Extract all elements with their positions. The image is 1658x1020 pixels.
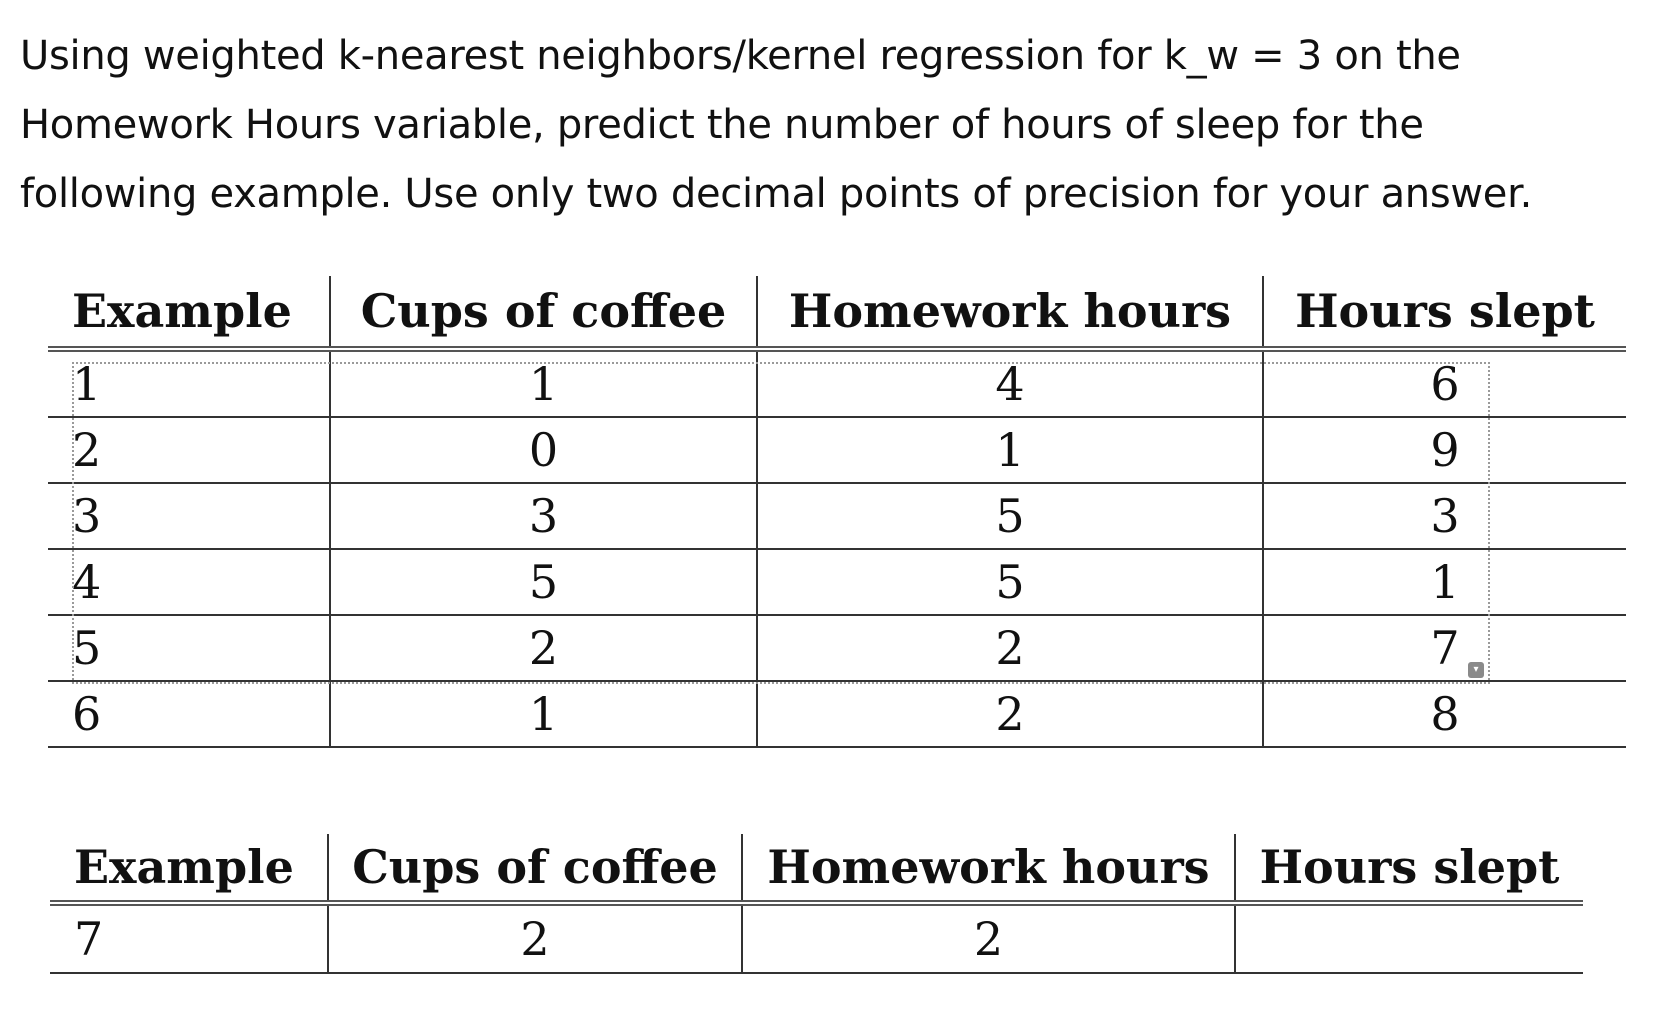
cell-hours-slept[interactable]: 3	[1263, 483, 1626, 549]
cell-hours-slept[interactable]: 7	[1263, 615, 1626, 681]
header-cups-of-coffee: Cups of coffee	[330, 276, 757, 349]
question-line-1: Using weighted k-nearest neighbors/kernel regression for k_w = 3 on the	[20, 33, 1461, 79]
cell-homework-hours[interactable]: 5	[757, 483, 1263, 549]
cell-hours-slept[interactable]: 8	[1263, 681, 1626, 747]
header-homework-hours: Homework hours	[757, 276, 1263, 349]
cell-hours-slept[interactable]: 9	[1263, 417, 1626, 483]
question-text	[20, 22, 1640, 229]
header-homework-hours: Homework hours	[742, 834, 1235, 903]
cell-cups-of-coffee[interactable]: 5	[330, 549, 757, 615]
cell-example[interactable]: 6	[48, 681, 330, 747]
cell-homework-hours[interactable]: 4	[757, 349, 1263, 417]
query-example-table	[50, 834, 1583, 974]
header-hours-slept: Hours slept	[1235, 834, 1583, 903]
cell-homework-hours[interactable]: 2	[742, 903, 1235, 973]
dropdown-handle-icon[interactable]: ▾	[1468, 662, 1484, 678]
header-example: Example	[48, 276, 330, 349]
cell-example[interactable]: 7	[50, 903, 328, 973]
table-row[interactable]	[50, 903, 1583, 973]
cell-homework-hours[interactable]: 2	[757, 681, 1263, 747]
cell-cups-of-coffee[interactable]: 0	[330, 417, 757, 483]
cell-cups-of-coffee[interactable]: 1	[330, 349, 757, 417]
cell-cups-of-coffee[interactable]: 2	[328, 903, 742, 973]
cell-cups-of-coffee[interactable]: 2	[330, 615, 757, 681]
table-header-row	[48, 276, 1626, 349]
cell-cups-of-coffee[interactable]: 3	[330, 483, 757, 549]
cell-example[interactable]: 4	[48, 549, 330, 615]
question-line-2: Homework Hours variable, predict the number of hours of sleep for the	[20, 102, 1424, 148]
header-example: Example	[50, 834, 328, 903]
table-row[interactable]	[48, 681, 1626, 747]
cell-cups-of-coffee[interactable]: 1	[330, 681, 757, 747]
header-hours-slept: Hours slept	[1263, 276, 1626, 349]
cell-selection-outline[interactable]	[72, 362, 1490, 684]
table-header-row	[50, 834, 1583, 903]
cell-hours-slept[interactable]: 1	[1263, 549, 1626, 615]
question-line-3: following example. Use only two decimal points of precision for your answer.	[20, 171, 1532, 217]
cell-hours-slept-answer[interactable]	[1235, 903, 1583, 973]
cell-homework-hours[interactable]: 2	[757, 615, 1263, 681]
cell-example[interactable]: 5	[48, 615, 330, 681]
cell-example[interactable]: 3	[48, 483, 330, 549]
cell-example[interactable]: 2	[48, 417, 330, 483]
cell-homework-hours[interactable]: 1	[757, 417, 1263, 483]
cell-homework-hours[interactable]: 5	[757, 549, 1263, 615]
header-cups-of-coffee: Cups of coffee	[328, 834, 742, 903]
cell-example[interactable]: 1	[48, 349, 330, 417]
cell-hours-slept[interactable]: 6	[1263, 349, 1626, 417]
